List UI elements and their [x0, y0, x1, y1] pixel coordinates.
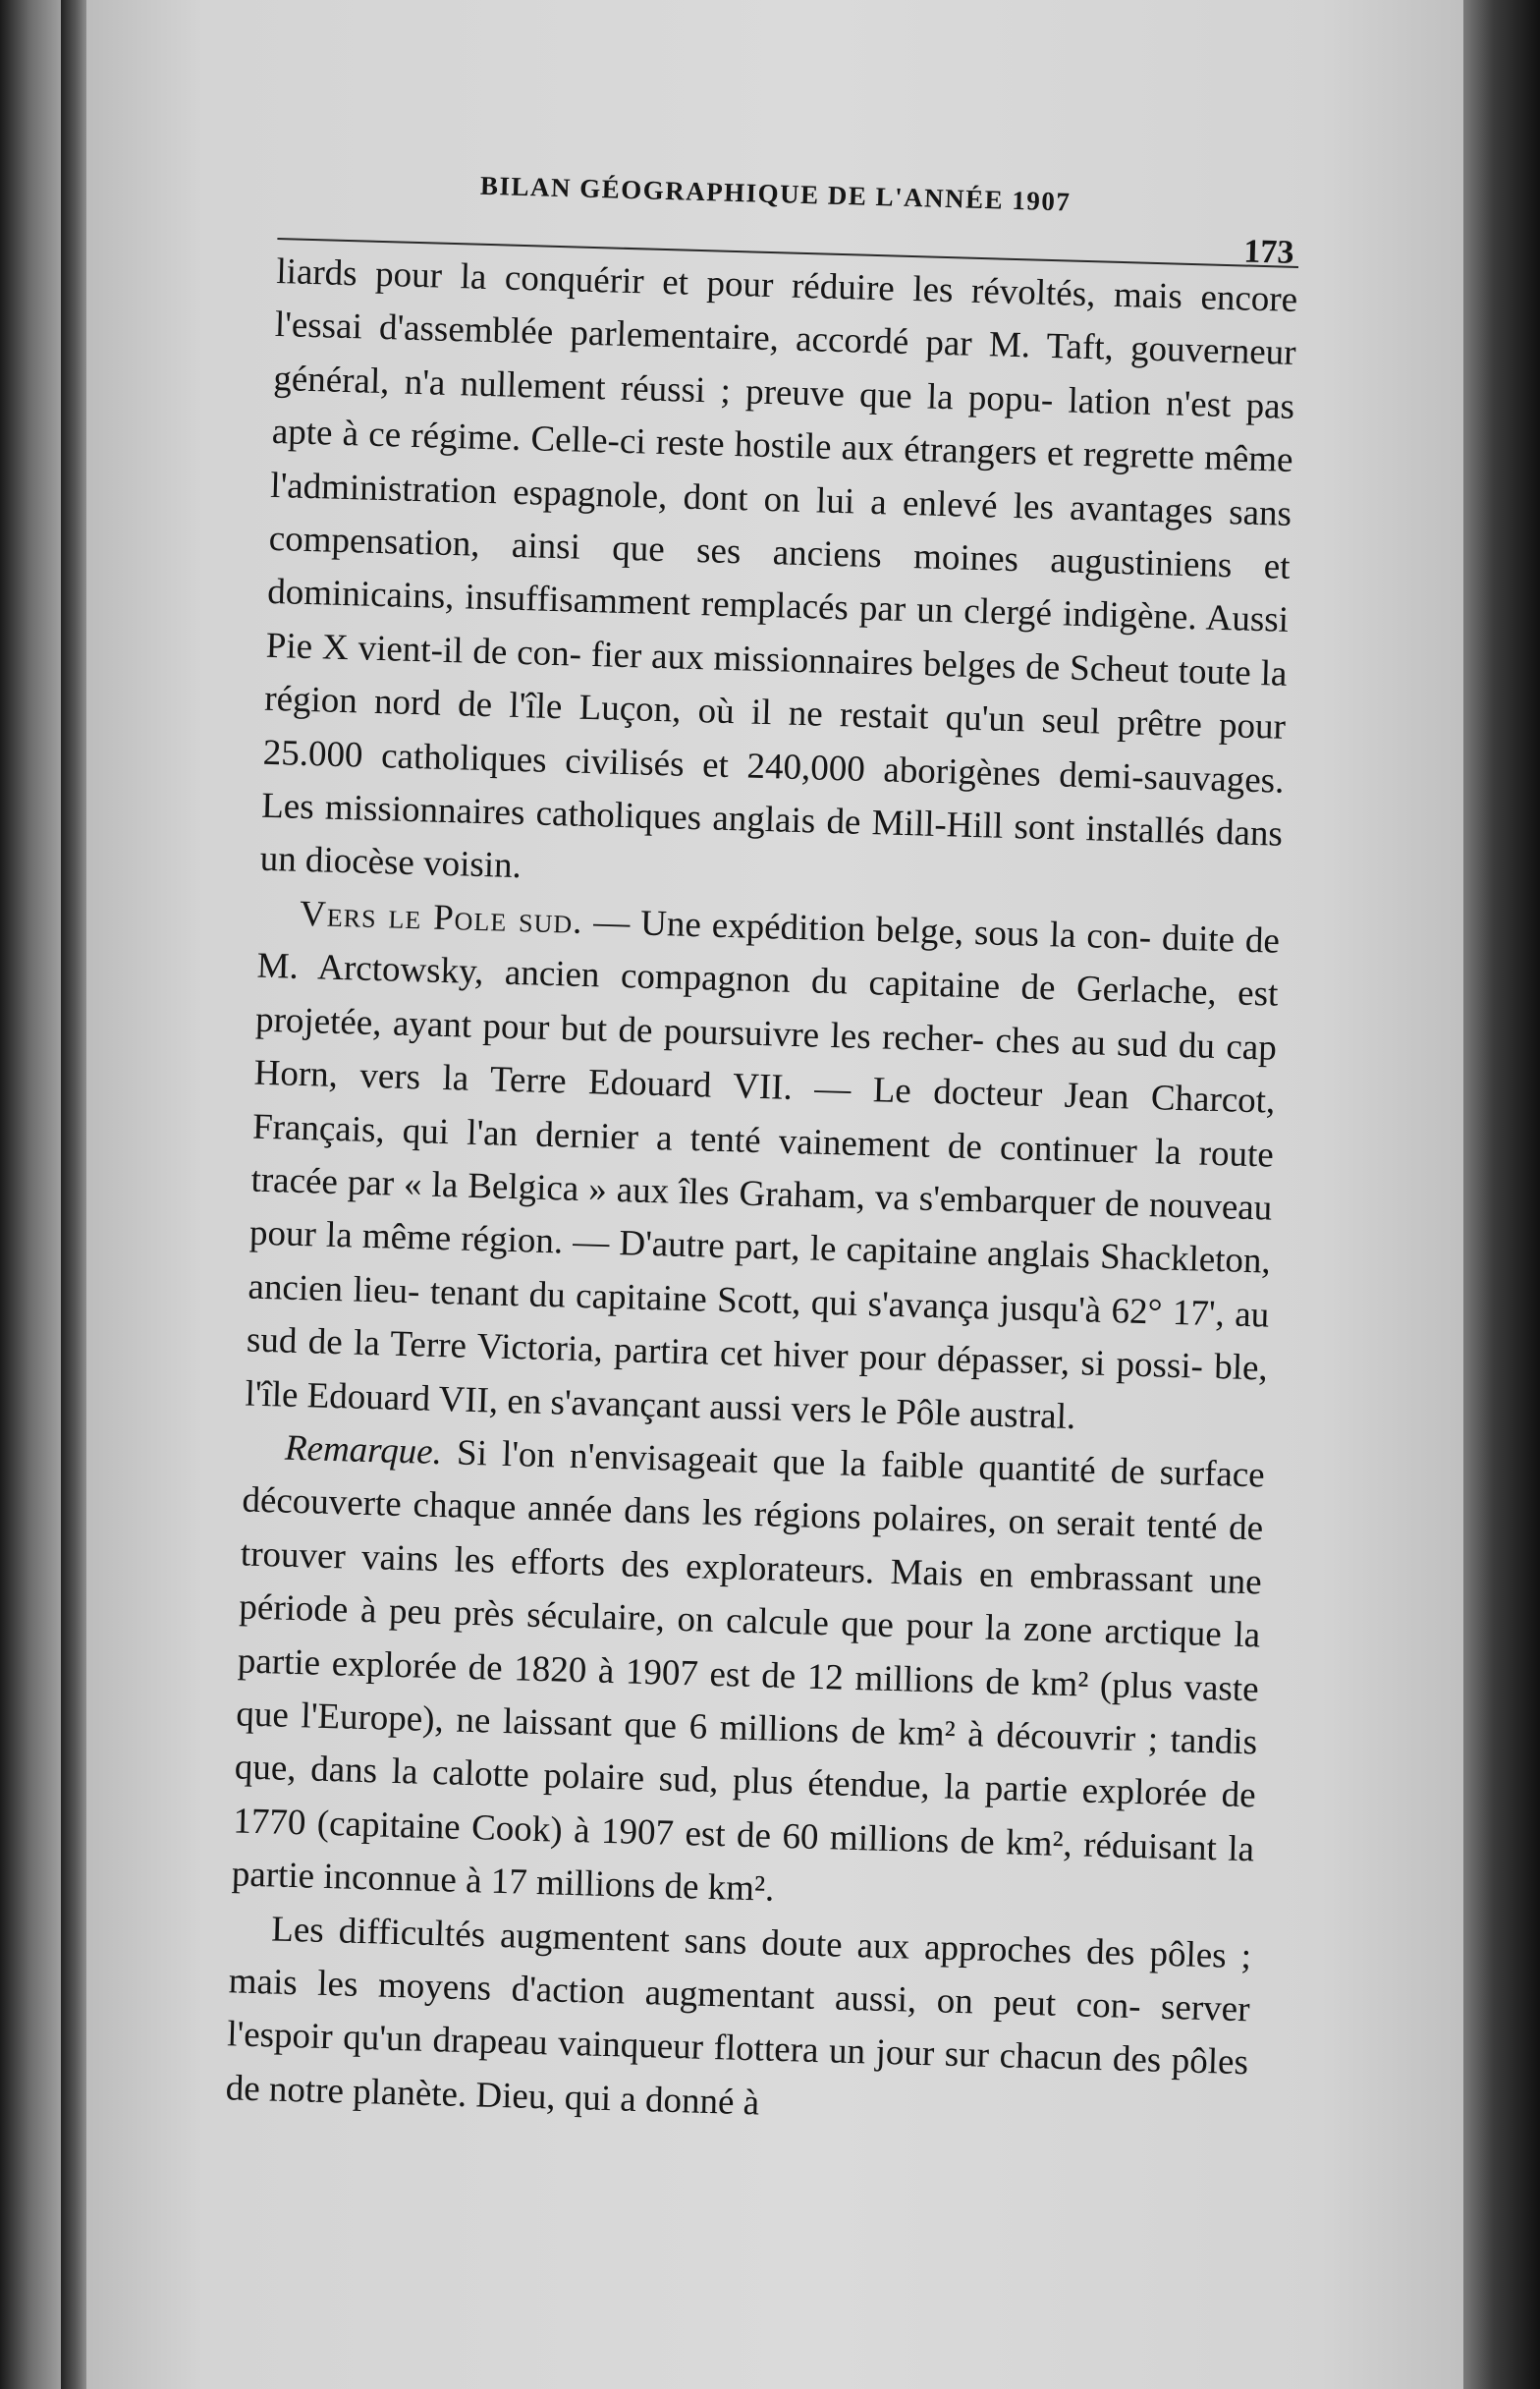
paragraph-remarque — [231, 1420, 1265, 1930]
text-line: anciens moines augustiniens et dominicains, insuffisamment — [266, 532, 1292, 625]
text-line: — D'autre part, le capitaine anglais Shackleton, ancien lieu- — [248, 1222, 1272, 1312]
text-line: Si l'on n'envisageait que la faible quantité de — [441, 1432, 1146, 1493]
text-line: dans un diocèse voisin. — [259, 811, 1284, 887]
text-line: catholiques civilisés et 240,000 aborigènes demi-sauvages. Les — [260, 735, 1285, 828]
text-line: pôles ; mais les moyens d'action augmentant aussi, on peut con- — [228, 1933, 1252, 2028]
text-line: vainement de continuer la route tracée par « la Belgica » aux — [250, 1121, 1275, 1212]
text-line: remplacés par un clergé indigène. Aussi Pie X vient-il de con- — [265, 583, 1290, 675]
section-lead-remarque: Remarque. — [284, 1427, 443, 1473]
text-line: Les difficultés augmentent sans doute aux approches des — [270, 1909, 1136, 1973]
text-line: pour la zone arctique la partie explorée de 1820 à 1907 est de — [237, 1605, 1261, 1696]
text-line: austral. — [968, 1393, 1076, 1437]
text-line: de la Terre Victoria, partira cet hiver pour dépasser, si possi- — [307, 1321, 1204, 1387]
text-line: chacun des pôles de notre planète. Dieu, qui a donné à — [225, 2035, 1249, 2124]
text-line: à 17 millions de km². — [465, 1861, 775, 1910]
text-line: sud, plus étendue, la partie explorée de 1770 (capitaine Cook) — [232, 1758, 1257, 1851]
text-line: fier aux missionnaires belges de Scheut toute la région nord — [263, 634, 1289, 725]
text-line: duite de M. Arctowsky, ancien compagnon du capitaine de — [256, 917, 1281, 1009]
text-line: tenant du capitaine Scott, qui s'avança jusqu'à 62° 17', au sud — [246, 1271, 1270, 1362]
text-line: Gerlache, est projetée, ayant pour but de poursuivre les recher- — [254, 969, 1279, 1061]
text-line: de l'île Luçon, où il ne restait qu'un seul prêtre pour 25.000 — [262, 684, 1287, 776]
running-head: BILAN GÉOGRAPHIQUE DE L'ANNÉE 1907 — [479, 170, 1072, 217]
text-line: liards pour la conquérir et pour réduire les révoltés, mais — [275, 250, 1183, 317]
text-line: à 1907 est de 60 millions de km², réduisant la partie inconnue — [231, 1809, 1255, 1901]
paragraph-conclusion — [225, 1902, 1252, 2144]
page-stack-edge — [1463, 0, 1540, 2389]
text-line: surface découverte chaque année dans les régions polaires, on — [241, 1452, 1266, 1543]
text-line: encore l'essai d'assemblée parlementaire, accordé par M. Taft, — [274, 277, 1298, 369]
paragraph-south-pole — [245, 887, 1281, 1450]
text-line: gouverneur général, n'a nullement réussi ; preuve que la popu- — [272, 328, 1297, 420]
text-line: missionnaires catholiques anglais de Mill-Hill sont installés — [324, 787, 1206, 853]
text-line: ble, l'île Edouard VII, en s'avançant aussi vers le Pôle — [244, 1347, 1269, 1434]
text-line: îles Graham, va s'embarquer de nouveau pour la même région. — [248, 1171, 1273, 1262]
text-line: lation n'est pas apte à ce régime. Celle-ci reste hostile aux — [271, 380, 1295, 470]
text-line: serait tenté de trouver vains les efforts des explorateurs. Mais — [240, 1502, 1264, 1594]
paragraph-philippines — [259, 246, 1298, 916]
text-line: millions de km² à découvrir ; tandis que, dans la calotte polaire — [234, 1707, 1258, 1800]
page-number: 173 — [1242, 233, 1294, 271]
text-line: server l'espoir qu'un drapeau vainqueur flottera un jour sur — [226, 1986, 1251, 2077]
text-line: ches au sud du cap Horn, vers la Terre Edouard VII. — Le — [253, 1020, 1278, 1112]
text-line: on lui a enlevé les avantages sans compensation, ainsi que ses — [268, 478, 1292, 573]
text-line: en embrassant une période à peu près séculaire, on calcule que — [238, 1554, 1263, 1646]
text-line: 12 millions de km² (plus vaste que l'Europe), ne laissant que 6 — [235, 1656, 1260, 1748]
text-line: docteur Jean Charcot, Français, qui l'an dernier a tenté — [251, 1072, 1276, 1161]
text-line: étrangers et regrette même l'administration espagnole, dont — [269, 429, 1294, 520]
text-line: — Une expédition belge, sous la con- — [581, 901, 1152, 958]
page-text-block — [225, 147, 1301, 2143]
section-lead-south-pole: Vers le Pole sud. — [299, 893, 584, 942]
book-gutter — [61, 0, 86, 2389]
